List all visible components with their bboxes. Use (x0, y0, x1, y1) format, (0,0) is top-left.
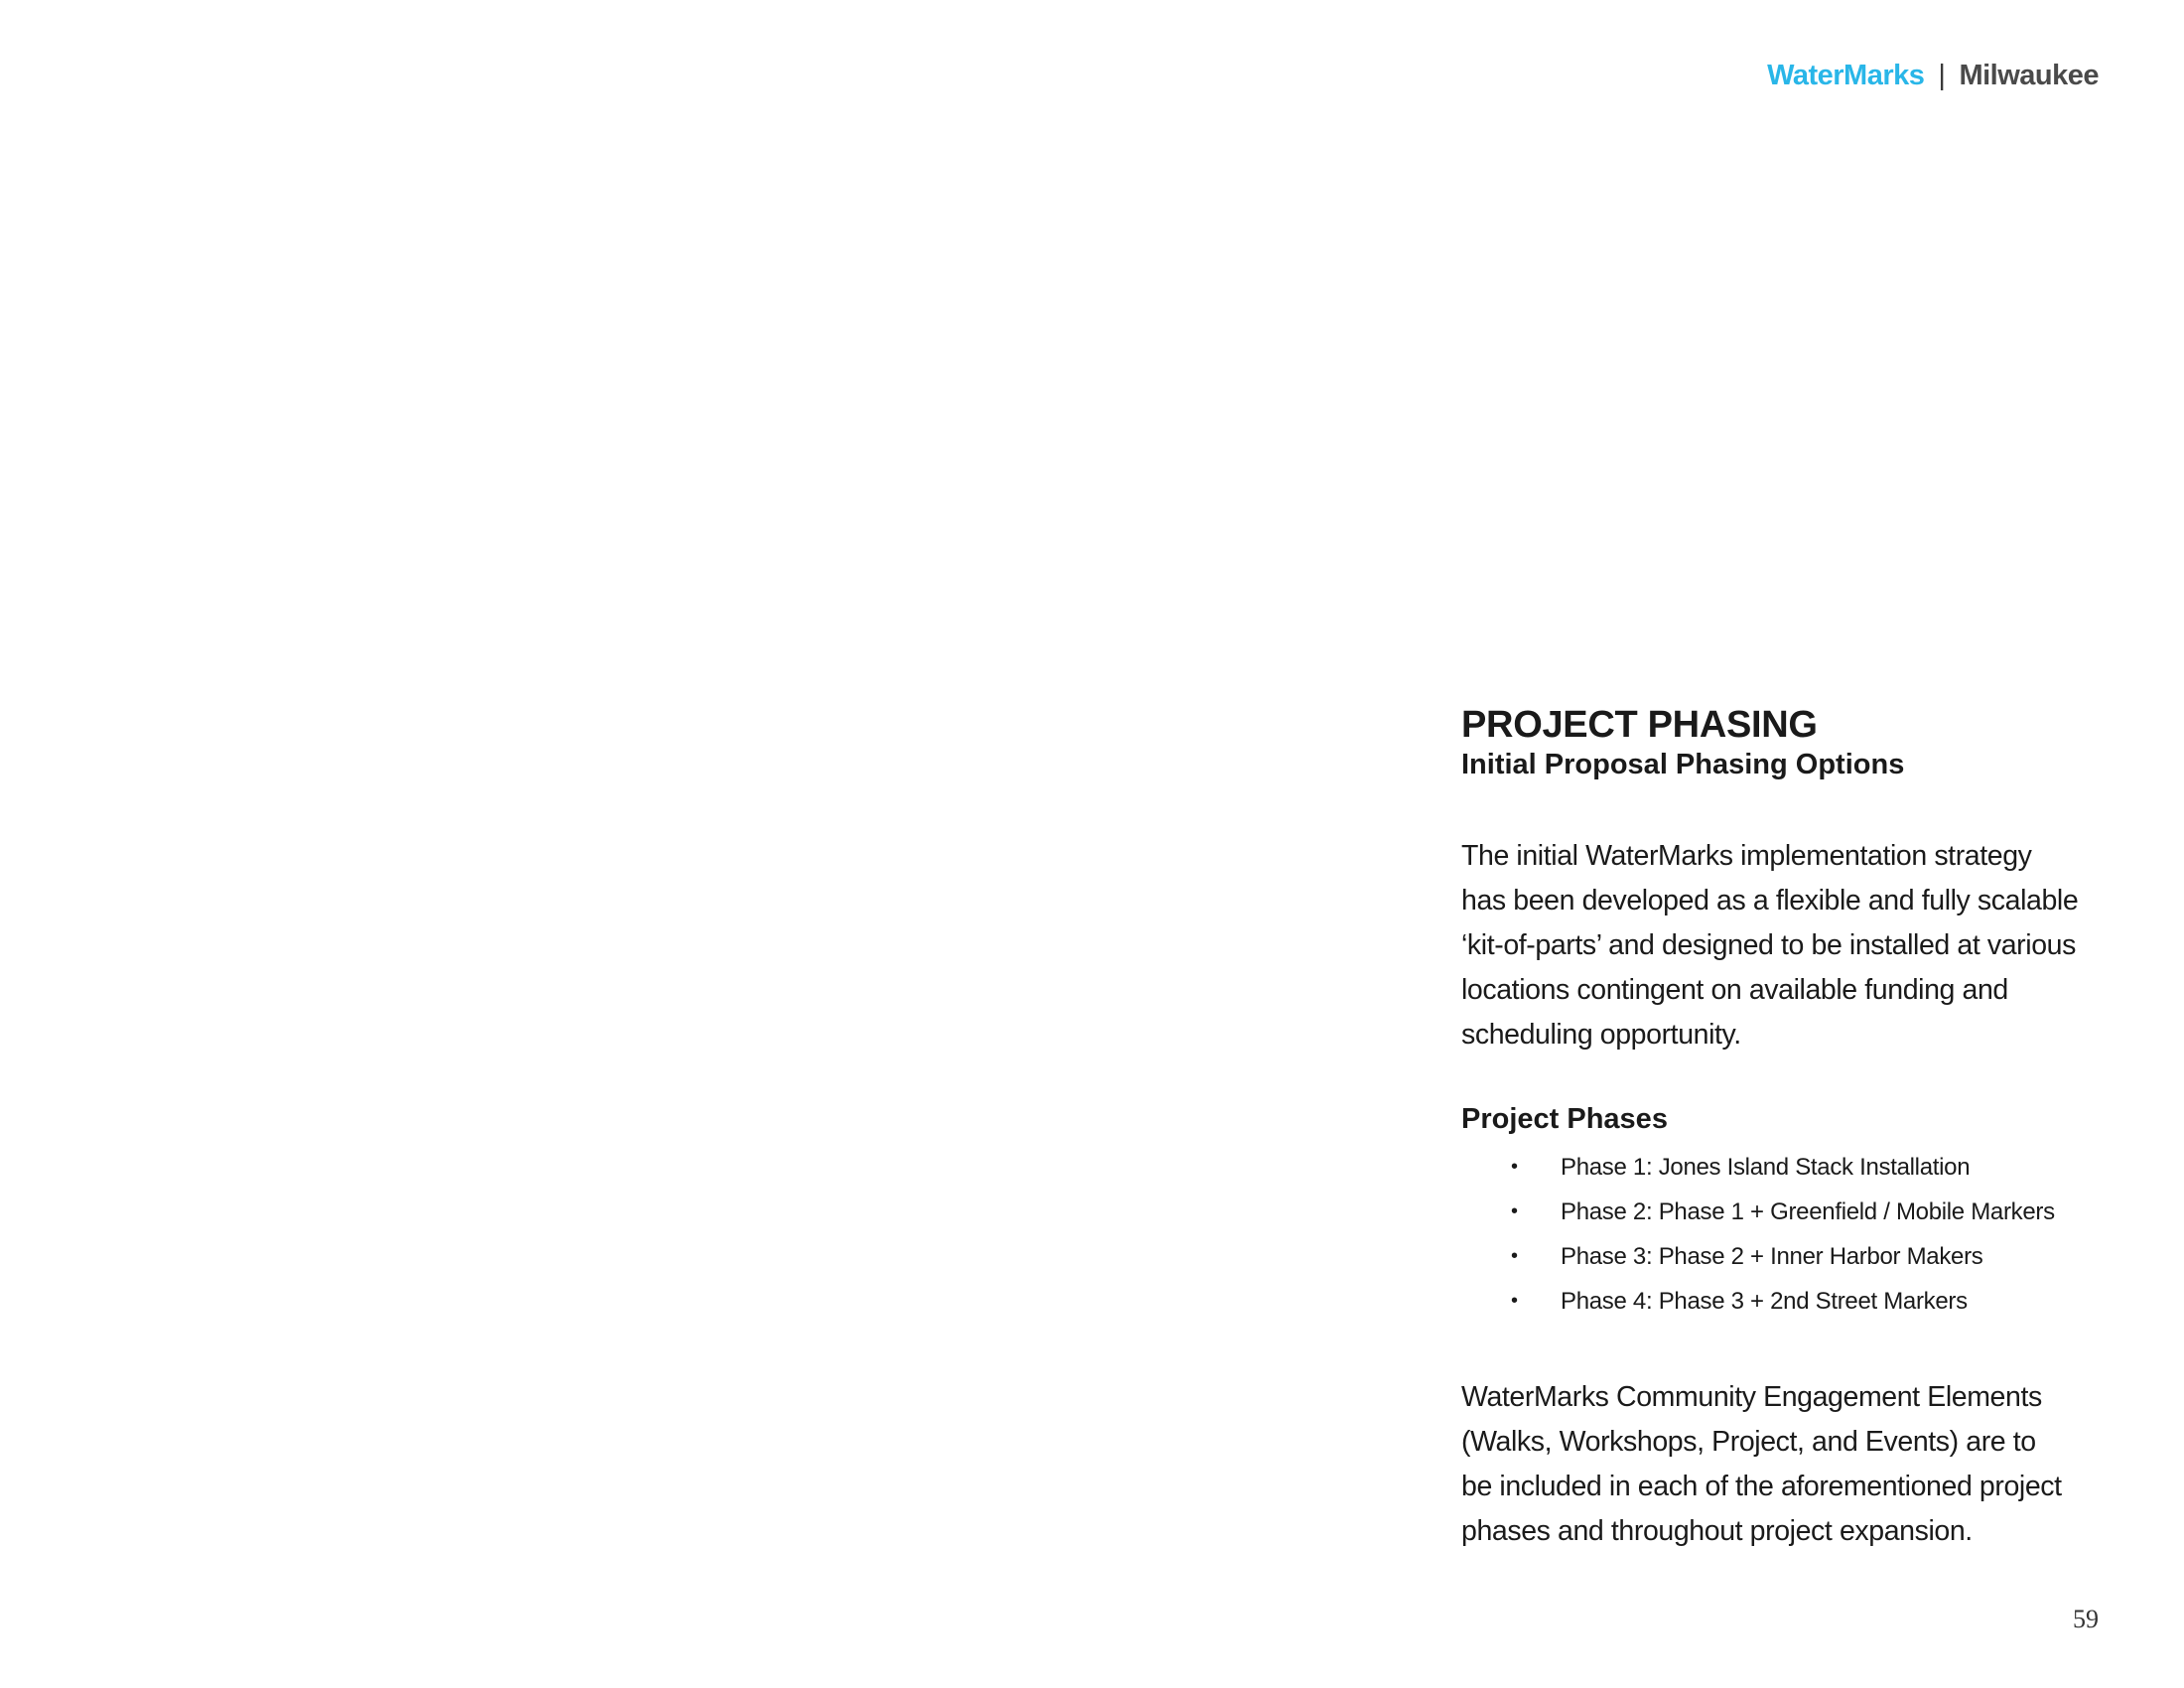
intro-line: The initial WaterMarks implementation strategy (1461, 840, 2032, 872)
page-header (1767, 60, 2099, 92)
closing-line: be included in each of the aforementioned project (1461, 1471, 2062, 1502)
closing-paragraph (1461, 1375, 2116, 1554)
page-number: 59 (2073, 1605, 2099, 1633)
phase-text: Phase 1: Jones Island Stack Installation (1561, 1154, 1971, 1181)
intro-line: locations contingent on available funding and (1461, 974, 2008, 1006)
list-item (1461, 1279, 2116, 1324)
list-item (1461, 1190, 2116, 1234)
intro-paragraph (1461, 834, 2116, 1057)
section-title: PROJECT PHASING (1461, 704, 1818, 746)
closing-line: (Walks, Workshops, Project, and Events) are to (1461, 1426, 2036, 1458)
closing-line: phases and throughout project expansion. (1461, 1515, 1973, 1547)
section-subtitle: Initial Proposal Phasing Options (1461, 749, 1905, 780)
project-phasing-section (1461, 703, 2116, 1554)
list-item (1461, 1145, 2116, 1190)
bullet-icon: • (1511, 1290, 1518, 1312)
bullet-icon: • (1511, 1156, 1518, 1178)
brand-name: WaterMarks (1767, 60, 1925, 91)
phase-text: Phase 4: Phase 3 + 2nd Street Markers (1561, 1288, 1968, 1315)
phase-text: Phase 2: Phase 1 + Greenfield / Mobile Markers (1561, 1198, 2055, 1225)
bullet-icon: • (1511, 1245, 1518, 1267)
header-separator: | (1938, 60, 1946, 91)
closing-line: WaterMarks Community Engagement Elements (1461, 1381, 2042, 1413)
intro-line: has been developed as a flexible and fully scalable (1461, 885, 2079, 916)
list-item (1461, 1234, 2116, 1279)
intro-line: scheduling opportunity. (1461, 1019, 1741, 1051)
intro-line: ‘kit-of-parts’ and designed to be installed at various (1461, 929, 2076, 961)
phase-text: Phase 3: Phase 2 + Inner Harbor Makers (1561, 1243, 1983, 1270)
bullet-icon: • (1511, 1200, 1518, 1222)
phases-heading: Project Phases (1461, 1103, 1668, 1135)
phase-list (1461, 1145, 2116, 1324)
city-name: Milwaukee (1959, 60, 2099, 91)
